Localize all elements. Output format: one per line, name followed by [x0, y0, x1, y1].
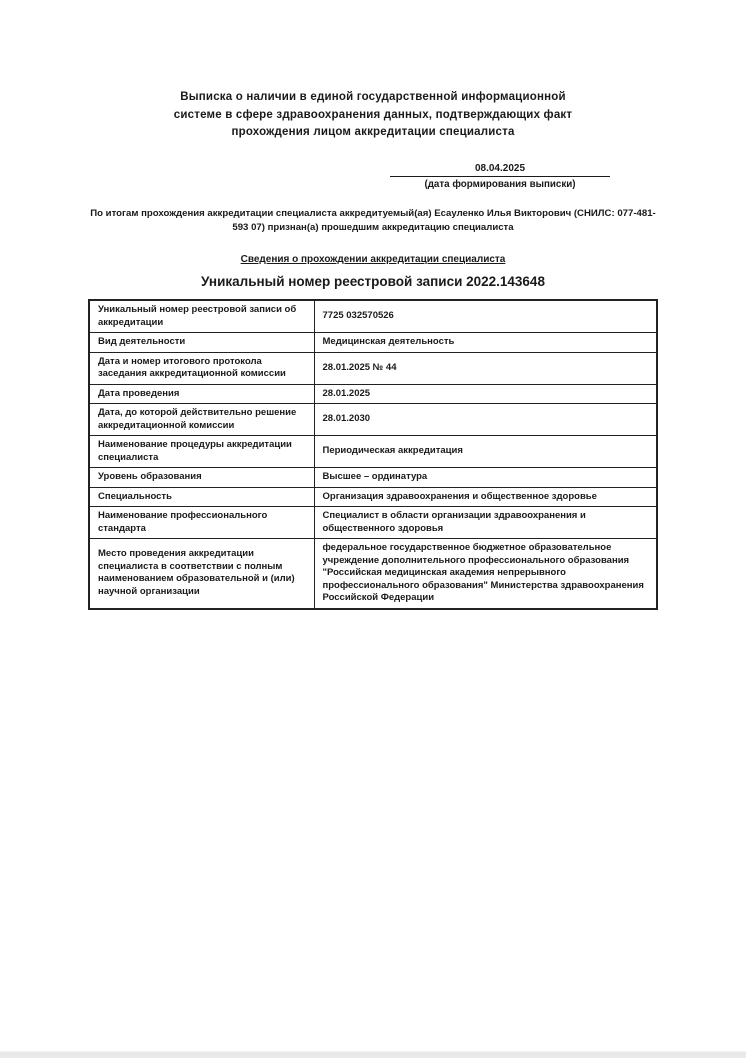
table-value-cell: Специалист в области организации здравоохранения и общественного здоровья — [314, 507, 657, 539]
table-label-cell: Наименование процедуры аккредитации специалиста — [89, 436, 314, 468]
table-row — [89, 539, 657, 609]
table-value-cell: Организация здравоохранения и общественное здоровье — [314, 487, 657, 507]
table-label-cell: Дата и номер итогового протокола заседания аккредитационной комиссии — [89, 352, 314, 384]
document-title-line-2: системе в сфере здравоохранения данных, подтверждающих факт — [173, 108, 573, 121]
accreditation-table-body — [89, 300, 657, 609]
table-value-cell: Медицинская деятельность — [314, 333, 657, 353]
document-title — [73, 89, 673, 142]
table-row — [89, 487, 657, 507]
table-label-cell: Наименование профессионального стандарта — [89, 507, 314, 539]
table-value-cell: 28.01.2030 — [314, 404, 657, 436]
table-row — [89, 352, 657, 384]
table-value-cell: Высшее – ординатура — [314, 468, 657, 488]
table-label-cell: Уникальный номер реестровой записи об аккредитации — [89, 300, 314, 333]
document-title-line-1: Выписка о наличии в единой государственной информационной — [180, 91, 566, 103]
registry-number-heading: Уникальный номер реестровой записи 2022.143648 — [201, 274, 545, 289]
extract-date: 08.04.2025 — [390, 163, 610, 177]
intro-paragraph: По итогам прохождения аккредитации специалиста аккредитуемый(ая) Есауленко Илья Викторович (СНИЛС: 077-481-593 07) признан(а) прошедшим аккредитацию специалиста — [90, 208, 656, 233]
table-label-cell: Специальность — [89, 487, 314, 507]
table-label-cell: Уровень образования — [89, 468, 314, 488]
table-row — [89, 436, 657, 468]
table-row — [89, 384, 657, 404]
table-label-cell: Дата проведения — [89, 384, 314, 404]
table-value-cell: 28.01.2025 № 44 — [314, 352, 657, 384]
page-bottom-edge — [0, 1051, 746, 1058]
accreditation-table — [88, 299, 658, 610]
table-row — [89, 404, 657, 436]
table-row — [89, 468, 657, 488]
section-heading: Сведения о прохождении аккредитации специалиста — [240, 254, 506, 265]
table-value-cell: Периодическая аккредитация — [314, 436, 657, 468]
table-value-cell: 28.01.2025 — [314, 384, 657, 404]
table-value-cell: 7725 032570526 — [314, 300, 657, 333]
table-row — [89, 333, 657, 353]
table-row — [89, 300, 657, 333]
table-label-cell: Вид деятельности — [89, 333, 314, 353]
document-title-line-3: прохождения лицом аккредитации специалиста — [231, 126, 515, 138]
table-row — [89, 507, 657, 539]
table-label-cell: Место проведения аккредитации специалиста в соответствии с полным наименованием образовательной и (или) научной организации — [89, 539, 314, 609]
table-label-cell: Дата, до которой действительно решение аккредитационной комиссии — [89, 404, 314, 436]
extract-date-caption: (дата формирования выписки) — [424, 179, 576, 190]
extract-date-block — [390, 163, 610, 190]
table-value-cell: федеральное государственное бюджетное образовательное учреждение дополнительного профессионального образования "Российская медицинская академия непрерывного профессионального образования" Министерства здравоохранения Российской Федерации — [314, 539, 657, 609]
